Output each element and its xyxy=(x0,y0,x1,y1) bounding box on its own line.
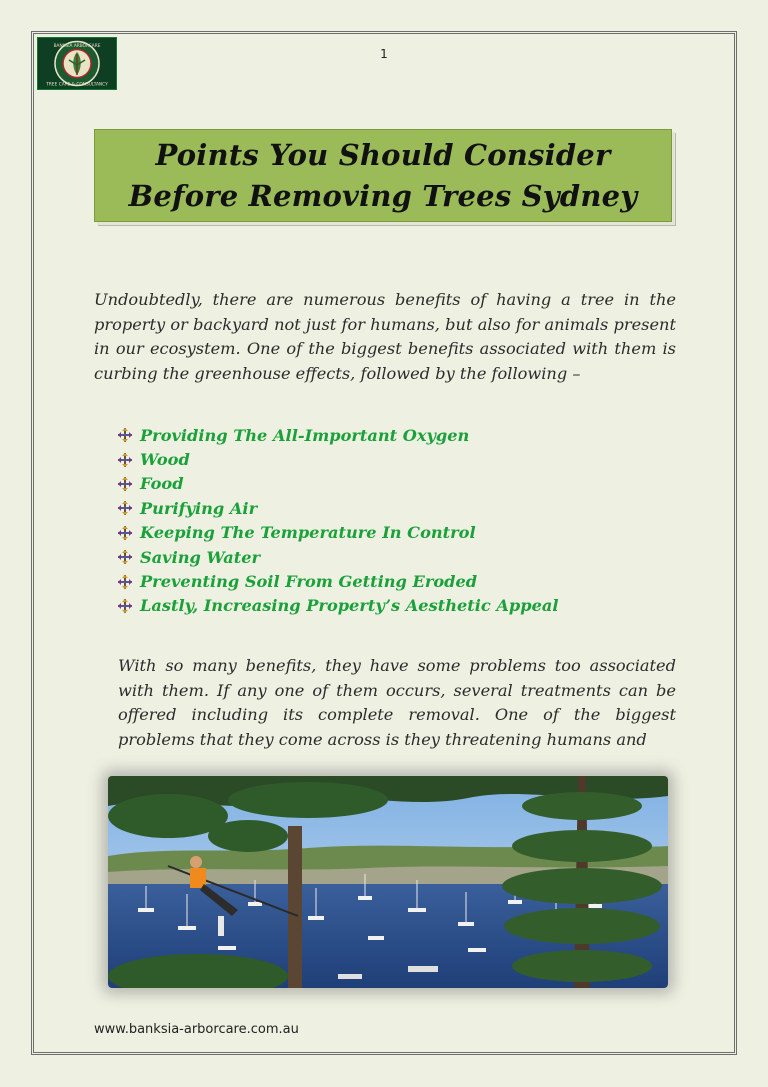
list-item xyxy=(118,472,559,496)
benefit-label: Purifying Air xyxy=(140,498,258,518)
benefit-label: Lastly, Increasing Property’s Aesthetic Appeal xyxy=(140,596,559,616)
benefit-label: Saving Water xyxy=(140,547,261,567)
list-item xyxy=(118,423,559,447)
list-item xyxy=(118,447,559,471)
benefit-label: Food xyxy=(140,474,184,494)
bullet-arrows-icon xyxy=(118,599,132,613)
footer-website: www.banksia-arborcare.com.au xyxy=(94,1022,299,1037)
list-item xyxy=(118,594,559,618)
list-item xyxy=(118,545,559,569)
bullet-arrows-icon xyxy=(118,575,132,589)
benefit-label: Preventing Soil From Getting Eroded xyxy=(140,572,478,592)
list-item xyxy=(118,521,559,545)
body-paragraph: With so many benefits, they have some problems too associated with them. If any one of them occurs, several treatments can be offered including its complete removal. One of the biggest problems that they come across is they threatening humans and xyxy=(118,656,676,749)
svg-text:TREE CARE & CONSULTANCY: TREE CARE & CONSULTANCY xyxy=(46,82,108,88)
svg-text:BANKSIA ARBORCARE: BANKSIA ARBORCARE xyxy=(53,44,101,49)
benefit-label: Keeping The Temperature In Control xyxy=(140,523,476,543)
benefit-label: Providing The All-Important Oxygen xyxy=(140,425,470,445)
bullet-arrows-icon xyxy=(118,453,132,467)
bullet-arrows-icon xyxy=(118,428,132,442)
bullet-arrows-icon xyxy=(118,550,132,564)
benefit-label: Wood xyxy=(140,450,190,470)
bullet-arrows-icon xyxy=(118,477,132,491)
bullet-arrows-icon xyxy=(118,526,132,540)
page-title xyxy=(129,135,638,217)
bullet-arrows-icon xyxy=(118,501,132,515)
benefits-list xyxy=(118,423,559,618)
list-item xyxy=(118,569,559,593)
arborist-harbour-photo xyxy=(108,776,668,988)
title-box xyxy=(94,129,672,222)
title-line-2: Before Removing Trees Sydney xyxy=(128,178,638,213)
list-item xyxy=(118,496,559,520)
title-line-1: Points You Should Consider xyxy=(155,137,611,172)
intro-paragraph: Undoubtedly, there are numerous benefits of having a tree in the property or backyard not just for humans, but also for animals present in our ecosystem. One of the biggest benefits associated with them is curbing the greenhouse effects, followed by the following – xyxy=(94,290,676,383)
page-number: 1 xyxy=(380,47,388,61)
company-logo xyxy=(37,37,117,90)
